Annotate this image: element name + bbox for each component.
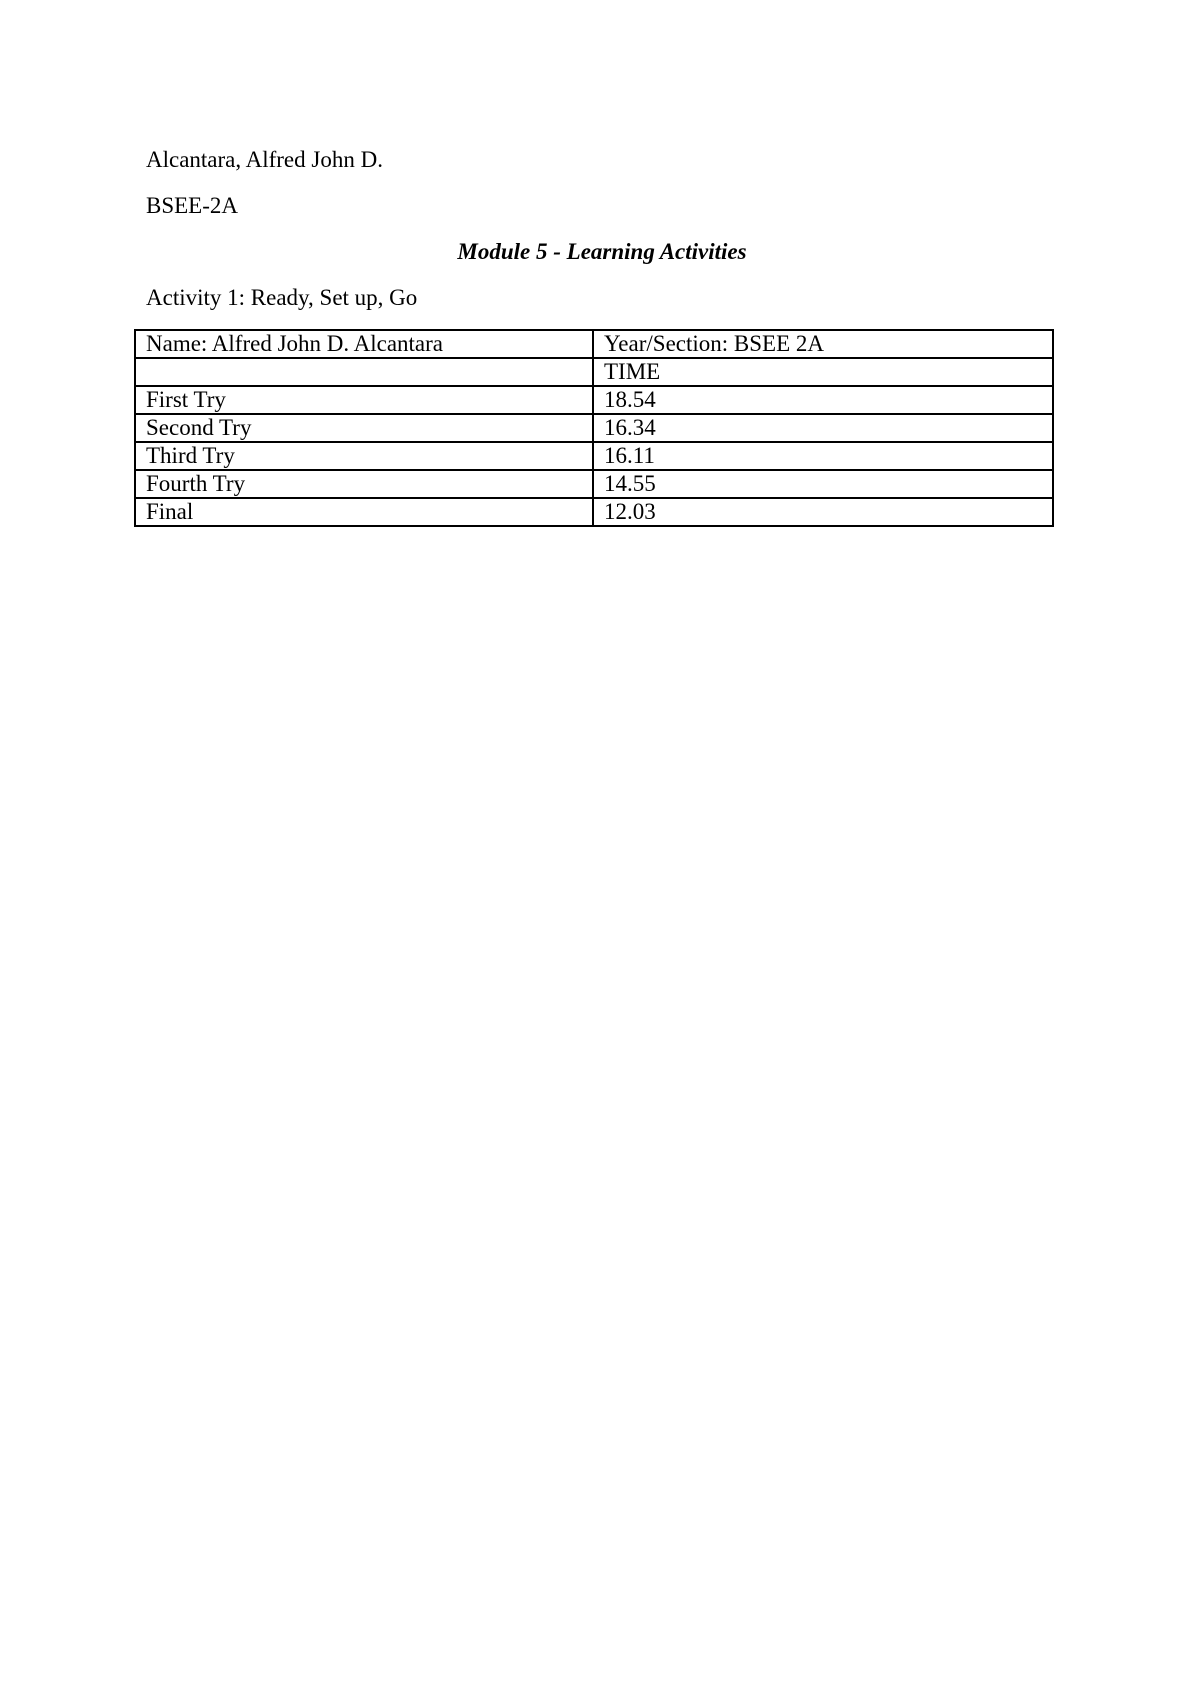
document-title: Module 5 - Learning Activities [457, 239, 747, 264]
activity-heading: Activity 1: Ready, Set up, Go [146, 285, 418, 310]
table-row [135, 498, 1053, 526]
time-value-cell: 18.54 [593, 386, 1053, 414]
try-label-cell: Fourth Try [135, 470, 593, 498]
table-row [135, 470, 1053, 498]
year-section: BSEE-2A [146, 193, 238, 218]
table-row [135, 442, 1053, 470]
time-header-cell: TIME [593, 358, 1053, 386]
try-label-cell: First Try [135, 386, 593, 414]
time-value-cell: 16.11 [593, 442, 1053, 470]
results-table [134, 329, 1054, 527]
table-subheader-row [135, 358, 1053, 386]
empty-cell [135, 358, 593, 386]
year-section-cell: Year/Section: BSEE 2A [593, 330, 1053, 358]
try-label-cell: Final [135, 498, 593, 526]
try-label-cell: Second Try [135, 414, 593, 442]
author-name: Alcantara, Alfred John D. [146, 147, 383, 172]
table-row [135, 414, 1053, 442]
time-value-cell: 12.03 [593, 498, 1053, 526]
time-value-cell: 16.34 [593, 414, 1053, 442]
table-header-row [135, 330, 1053, 358]
table-row [135, 386, 1053, 414]
try-label-cell: Third Try [135, 442, 593, 470]
name-cell: Name: Alfred John D. Alcantara [135, 330, 593, 358]
time-value-cell: 14.55 [593, 470, 1053, 498]
